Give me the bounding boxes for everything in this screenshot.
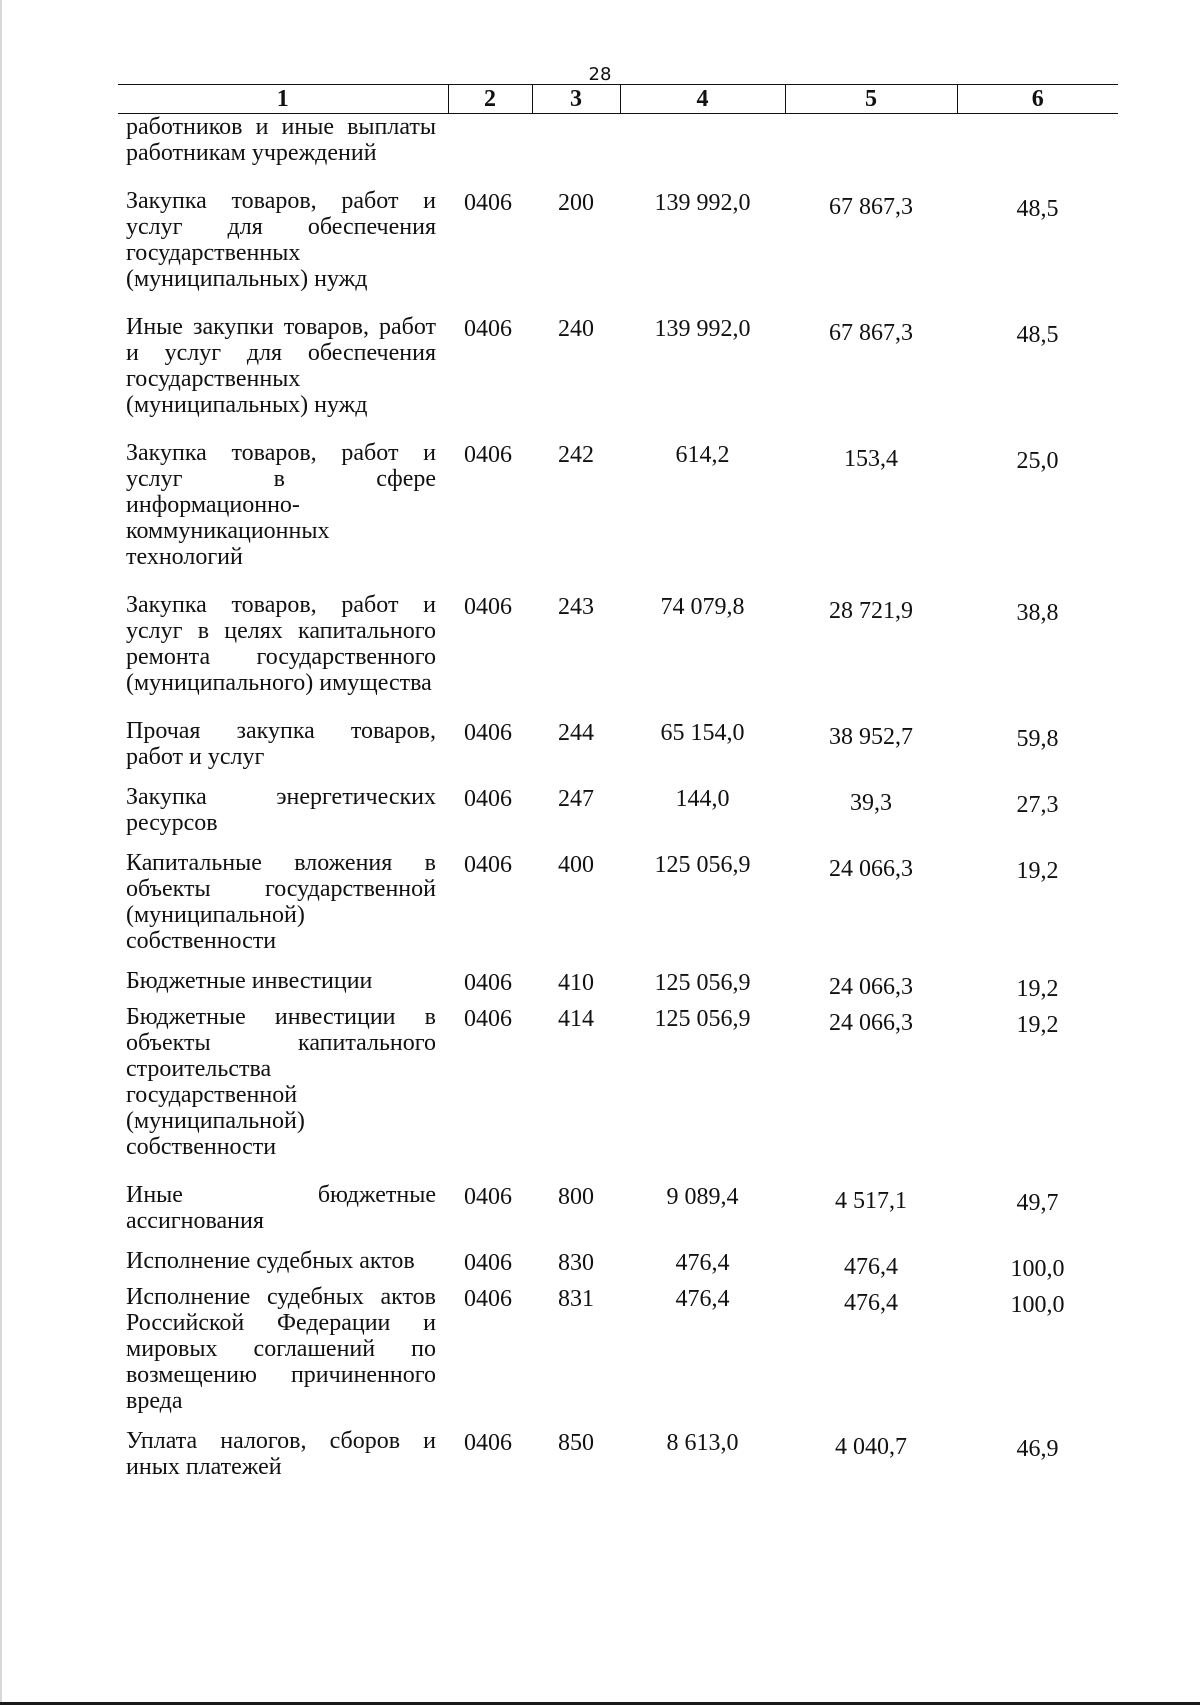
row-section-code: 0406 — [464, 852, 512, 878]
row-actual-amount: 38 952,7 — [829, 724, 913, 750]
row-actual-amount: 476,4 — [844, 1290, 898, 1316]
row-planned-amount: 476,4 — [675, 1286, 730, 1312]
budget-table — [118, 84, 1118, 1502]
column-header: 1 — [118, 85, 448, 114]
row-actual-amount: 28 721,9 — [829, 598, 913, 624]
column-header: 5 — [785, 85, 957, 114]
row-section-code: 0406 — [464, 1250, 512, 1276]
row-percent: 100,0 — [1010, 1256, 1065, 1282]
row-expense-type: 200 — [558, 190, 594, 216]
table-row — [118, 592, 1118, 718]
row-section-code: 0406 — [464, 316, 512, 342]
row-name: Уплата налогов, сборов и иных платежей — [126, 1428, 436, 1480]
row-actual-amount: 4 517,1 — [835, 1188, 907, 1214]
row-percent: 100,0 — [1010, 1292, 1065, 1318]
row-expense-type: 244 — [558, 720, 594, 746]
table-row — [118, 850, 1118, 968]
row-section-code: 0406 — [464, 970, 512, 996]
row-percent: 59,8 — [1016, 726, 1059, 752]
row-section-code — [448, 114, 532, 189]
row-percent: 25,0 — [1016, 448, 1059, 474]
table-row — [118, 718, 1118, 784]
row-expense-type: 247 — [558, 786, 594, 812]
table-row — [118, 1004, 1118, 1182]
row-name: Бюджетные инвестиции в объекты капитального строительства государственной (муниципальной) собственности — [126, 1004, 436, 1160]
row-section-code: 0406 — [464, 1006, 512, 1032]
row-name: Закупка энергетических ресурсов — [126, 784, 436, 836]
row-actual-amount: 24 066,3 — [829, 974, 913, 1000]
column-header: 6 — [957, 85, 1118, 114]
row-percent: 27,3 — [1016, 792, 1059, 818]
row-name: работников и иные выплаты работникам учреждений — [126, 114, 436, 166]
row-percent: 19,2 — [1016, 976, 1059, 1002]
row-expense-type: 242 — [558, 442, 594, 468]
row-planned-amount: 9 089,4 — [666, 1184, 739, 1210]
table-row — [118, 188, 1118, 314]
row-name: Иные бюджетные ассигнования — [126, 1182, 436, 1234]
row-percent: 19,2 — [1016, 858, 1059, 884]
row-expense-type: 414 — [558, 1006, 594, 1032]
row-actual-amount: 24 066,3 — [829, 1010, 913, 1036]
row-planned-amount: 139 992,0 — [654, 190, 751, 216]
row-actual-amount: 67 867,3 — [829, 194, 913, 220]
row-planned-amount: 65 154,0 — [660, 720, 745, 746]
row-section-code: 0406 — [464, 786, 512, 812]
row-percent: 19,2 — [1016, 1012, 1059, 1038]
row-expense-type: 410 — [558, 970, 594, 996]
row-name: Закупка товаров, работ и услуг для обеспечения государственных (муниципальных) нужд — [126, 188, 436, 292]
table-header — [118, 85, 1118, 114]
row-name: Прочая закупка товаров, работ и услуг — [126, 718, 436, 770]
row-section-code: 0406 — [464, 442, 512, 468]
row-percent: 49,7 — [1016, 1190, 1059, 1216]
row-section-code: 0406 — [464, 1286, 512, 1312]
table-row — [118, 784, 1118, 850]
row-planned-amount: 476,4 — [675, 1250, 730, 1276]
table-row — [118, 1284, 1118, 1428]
row-actual-amount: 153,4 — [844, 446, 898, 472]
column-header: 2 — [448, 85, 532, 114]
page-number: 28 — [588, 64, 612, 85]
row-section-code: 0406 — [464, 594, 512, 620]
row-name: Бюджетные инвестиции — [126, 968, 373, 994]
row-planned-amount: 614,2 — [675, 442, 730, 468]
table-row — [118, 968, 1118, 1004]
row-actual-amount: 476,4 — [844, 1254, 898, 1280]
row-section-code: 0406 — [464, 1184, 512, 1210]
table-row — [118, 1182, 1118, 1248]
table-row — [118, 314, 1118, 440]
row-expense-type: 831 — [558, 1286, 594, 1312]
row-expense-type: 830 — [558, 1250, 594, 1276]
row-section-code: 0406 — [464, 720, 512, 746]
scan-edge — [0, 0, 2, 1705]
row-expense-type: 850 — [558, 1430, 594, 1456]
table-row — [118, 1248, 1118, 1284]
row-percent: 48,5 — [1016, 196, 1059, 222]
row-percent: 46,9 — [1016, 1436, 1059, 1462]
row-section-code: 0406 — [464, 1430, 512, 1456]
row-expense-type: 243 — [558, 594, 594, 620]
row-actual-amount — [785, 114, 957, 189]
budget-table-sheet — [118, 84, 1118, 1502]
table-row — [118, 1428, 1118, 1502]
row-planned-amount — [620, 114, 785, 189]
row-percent — [957, 114, 1118, 189]
row-percent: 48,5 — [1016, 322, 1059, 348]
row-expense-type — [532, 114, 620, 189]
column-header: 4 — [620, 85, 785, 114]
table-row — [118, 114, 1118, 189]
row-percent: 38,8 — [1016, 600, 1059, 626]
table-body — [118, 114, 1118, 1503]
row-name: Исполнение судебных актов Российской Федерации и мировых соглашений по возмещению причиненного вреда — [126, 1284, 436, 1414]
row-actual-amount: 4 040,7 — [835, 1434, 907, 1460]
row-planned-amount: 125 056,9 — [654, 970, 751, 996]
row-planned-amount: 125 056,9 — [654, 852, 751, 878]
row-name: Капитальные вложения в объекты государственной (муниципальной) собственности — [126, 850, 436, 954]
row-planned-amount: 125 056,9 — [654, 1006, 751, 1032]
row-name: Закупка товаров, работ и услуг в сфере информационно-коммуникационных технологий — [126, 440, 436, 570]
row-section-code: 0406 — [464, 190, 512, 216]
row-actual-amount: 67 867,3 — [829, 320, 913, 346]
table-row — [118, 440, 1118, 592]
row-expense-type: 400 — [558, 852, 594, 878]
row-name: Иные закупки товаров, работ и услуг для обеспечения государственных (муниципальных) нужд — [126, 314, 436, 418]
row-expense-type: 800 — [558, 1184, 594, 1210]
column-header: 3 — [532, 85, 620, 114]
row-planned-amount: 144,0 — [675, 786, 730, 812]
row-expense-type: 240 — [558, 316, 594, 342]
row-name: Закупка товаров, работ и услуг в целях капитального ремонта государственного (муниципального) имущества — [126, 592, 436, 696]
row-planned-amount: 8 613,0 — [666, 1430, 739, 1456]
row-name: Исполнение судебных актов — [126, 1248, 415, 1274]
row-actual-amount: 39,3 — [850, 790, 892, 816]
row-planned-amount: 74 079,8 — [660, 594, 745, 620]
row-planned-amount: 139 992,0 — [654, 316, 751, 342]
row-actual-amount: 24 066,3 — [829, 856, 913, 882]
